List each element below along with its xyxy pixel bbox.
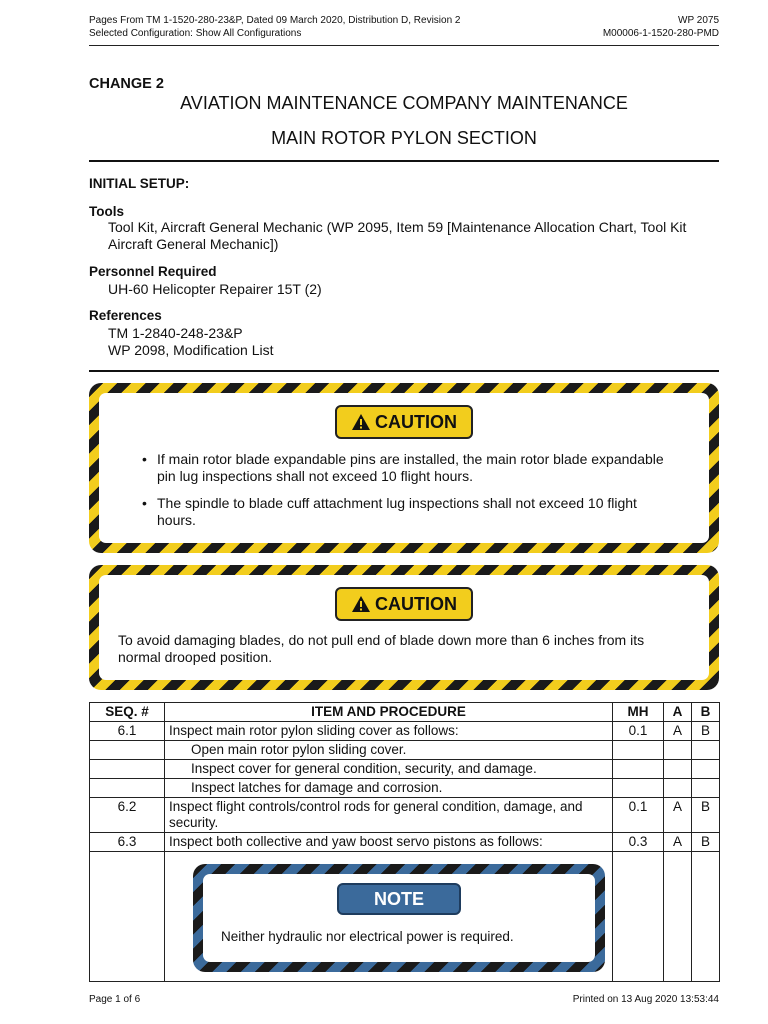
references-heading: References bbox=[89, 308, 162, 323]
table-row bbox=[90, 852, 720, 982]
item-cell: Inspect both collective and yaw boost servo pistons as follows: bbox=[165, 833, 613, 852]
caution-box-content bbox=[99, 393, 709, 543]
personnel-heading: Personnel Required bbox=[89, 264, 217, 279]
change-label: CHANGE 2 bbox=[89, 76, 164, 92]
a-cell: A bbox=[664, 798, 692, 833]
note-box bbox=[193, 864, 605, 972]
a-cell bbox=[664, 852, 692, 982]
caution-box bbox=[89, 565, 719, 690]
seq-cell bbox=[90, 760, 165, 779]
seq-cell bbox=[90, 852, 165, 982]
b-cell: B bbox=[692, 833, 720, 852]
procedure-table bbox=[89, 702, 720, 982]
reference-item: TM 1-2840-248-23&P bbox=[108, 325, 243, 341]
a-cell: A bbox=[664, 722, 692, 741]
caution-badge bbox=[335, 587, 473, 621]
note-label: NOTE bbox=[373, 889, 424, 909]
b-cell bbox=[692, 760, 720, 779]
mh-cell bbox=[613, 779, 664, 798]
caution-text: To avoid damaging blades, do not pull end of blade down more than 6 inches from its normal drooped position. bbox=[118, 632, 645, 665]
document-id: M00006-1-1520-280-PMD bbox=[602, 27, 719, 39]
b-cell: B bbox=[692, 798, 720, 833]
caution-box bbox=[89, 383, 719, 553]
mh-cell bbox=[613, 741, 664, 760]
column-header-item: ITEM AND PROCEDURE bbox=[165, 703, 613, 722]
caution-badge bbox=[335, 405, 473, 439]
a-cell bbox=[664, 779, 692, 798]
a-cell: A bbox=[664, 833, 692, 852]
caution-bullet-text: If main rotor blade expandable pins are installed, the main rotor blade expandable pin lug inspections shall not exceed 10 flight hours. bbox=[157, 451, 664, 484]
initial-setup-heading: INITIAL SETUP: bbox=[89, 176, 190, 191]
tools-heading: Tools bbox=[89, 204, 124, 219]
source-line: Pages From TM 1-1520-280-23&P, Dated 09 March 2020, Distribution D, Revision 2 bbox=[89, 15, 461, 26]
caution-bullet-text: The spindle to blade cuff attachment lug inspections shall not exceed 10 flight hours. bbox=[157, 495, 637, 528]
b-cell bbox=[692, 741, 720, 760]
table-row bbox=[90, 779, 720, 798]
work-package-number: WP 2075 bbox=[678, 15, 719, 26]
caution-box-content bbox=[99, 575, 709, 680]
table-row bbox=[90, 741, 720, 760]
personnel-text: UH-60 Helicopter Repairer 15T (2) bbox=[108, 281, 322, 297]
caution-label: CAUTION bbox=[375, 593, 457, 614]
item-cell: Inspect flight controls/control rods for general condition, damage, and security. bbox=[165, 798, 613, 833]
column-header-seq: SEQ. # bbox=[90, 703, 165, 722]
header-divider bbox=[89, 45, 719, 46]
mh-cell bbox=[613, 760, 664, 779]
column-header-mh: MH bbox=[613, 703, 664, 722]
caution-bullet: • If main rotor blade expandable pins are installed, the main rotor blade expandable pin lug inspections shall not exceed 10 flight hours. bbox=[142, 451, 664, 484]
table-header-row bbox=[90, 703, 720, 722]
note-badge bbox=[337, 883, 461, 915]
mh-cell bbox=[613, 852, 664, 982]
page-number: Page 1 of 6 bbox=[89, 994, 141, 1005]
configuration-line: Selected Configuration: Show All Configurations bbox=[89, 27, 302, 39]
print-timestamp: Printed on 13 Aug 2020 13:53:44 bbox=[572, 994, 719, 1005]
column-header-b: B bbox=[692, 703, 720, 722]
seq-cell: 6.3 bbox=[90, 833, 165, 852]
a-cell bbox=[664, 760, 692, 779]
b-cell bbox=[692, 852, 720, 982]
mh-cell: 0.1 bbox=[613, 722, 664, 741]
item-cell bbox=[165, 852, 613, 982]
note-box-content bbox=[203, 874, 595, 962]
setup-divider bbox=[89, 370, 719, 372]
page-subtitle: MAIN ROTOR PYLON SECTION bbox=[271, 128, 537, 148]
caution-bullet: • The spindle to blade cuff attachment lug inspections shall not exceed 10 flight hours. bbox=[142, 495, 637, 528]
page-title: AVIATION MAINTENANCE COMPANY MAINTENANCE bbox=[180, 93, 628, 113]
title-divider bbox=[89, 160, 719, 162]
note-text: Neither hydraulic nor electrical power is required. bbox=[221, 929, 514, 944]
a-cell bbox=[664, 741, 692, 760]
table-row bbox=[90, 833, 720, 852]
caution-label: CAUTION bbox=[375, 411, 457, 432]
document-header-left bbox=[89, 15, 460, 40]
item-cell: Inspect latches for damage and corrosion. bbox=[165, 779, 613, 798]
table-row bbox=[90, 722, 720, 741]
seq-cell bbox=[90, 779, 165, 798]
item-cell: Inspect cover for general condition, security, and damage. bbox=[165, 760, 613, 779]
item-cell: Open main rotor pylon sliding cover. bbox=[165, 741, 613, 760]
tools-text: Tool Kit, Aircraft General Mechanic (WP 2095, Item 59 [Maintenance Allocation Chart, Tool Kit Aircraft General Mechanic]) bbox=[108, 219, 687, 252]
seq-cell: 6.2 bbox=[90, 798, 165, 833]
table-row bbox=[90, 798, 720, 833]
seq-cell bbox=[90, 741, 165, 760]
reference-item: WP 2098, Modification List bbox=[108, 342, 274, 358]
warning-triangle-icon bbox=[351, 595, 371, 613]
item-cell: Inspect main rotor pylon sliding cover as follows: bbox=[165, 722, 613, 741]
document-header-right bbox=[603, 15, 719, 40]
table-row bbox=[90, 760, 720, 779]
seq-cell: 6.1 bbox=[90, 722, 165, 741]
column-header-a: A bbox=[664, 703, 692, 722]
b-cell bbox=[692, 779, 720, 798]
b-cell: B bbox=[692, 722, 720, 741]
mh-cell: 0.3 bbox=[613, 833, 664, 852]
warning-triangle-icon bbox=[351, 413, 371, 431]
mh-cell: 0.1 bbox=[613, 798, 664, 833]
